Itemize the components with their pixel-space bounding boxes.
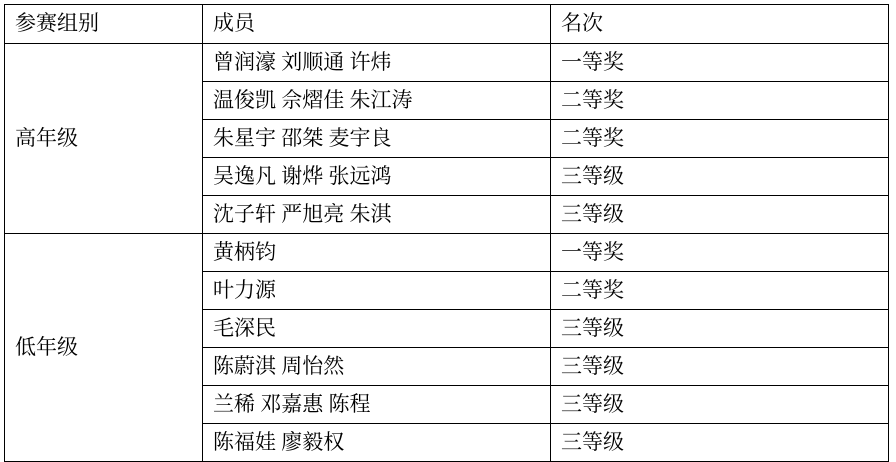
table-body	[5, 5, 889, 462]
rank-value: 三等级	[551, 196, 889, 234]
rank-value: 三等级	[551, 158, 889, 196]
table-header-row	[5, 5, 889, 44]
rank-value: 一等奖	[551, 234, 889, 272]
member-names: 陈福娃 廖毅权	[203, 424, 551, 462]
group-name-junior: 低年级	[5, 234, 203, 462]
rank-value: 三等级	[551, 310, 889, 348]
table-row	[5, 234, 889, 272]
member-names: 温俊凯 佘熠佳 朱江涛	[203, 82, 551, 120]
member-names: 毛深民	[203, 310, 551, 348]
header-rank: 名次	[551, 5, 889, 44]
member-names: 曾润濠 刘顺通 许炜	[203, 44, 551, 82]
rank-value: 二等奖	[551, 82, 889, 120]
member-names: 兰稀 邓嘉惠 陈程	[203, 386, 551, 424]
header-group: 参赛组别	[5, 5, 203, 44]
member-names: 吴逸凡 谢烨 张远鸿	[203, 158, 551, 196]
group-name-senior: 高年级	[5, 44, 203, 234]
rank-value: 一等奖	[551, 44, 889, 82]
rank-value: 二等奖	[551, 120, 889, 158]
member-names: 陈蔚淇 周怡然	[203, 348, 551, 386]
member-names: 沈子轩 严旭亮 朱淇	[203, 196, 551, 234]
member-names: 朱星宇 邵桀 麦宇良	[203, 120, 551, 158]
rank-value: 二等奖	[551, 272, 889, 310]
rank-value: 三等级	[551, 424, 889, 462]
table-row	[5, 44, 889, 82]
member-names: 黄柄钧	[203, 234, 551, 272]
header-members: 成员	[203, 5, 551, 44]
rank-value: 三等级	[551, 386, 889, 424]
rank-value: 三等级	[551, 348, 889, 386]
member-names: 叶力源	[203, 272, 551, 310]
competition-results-table	[4, 4, 889, 462]
